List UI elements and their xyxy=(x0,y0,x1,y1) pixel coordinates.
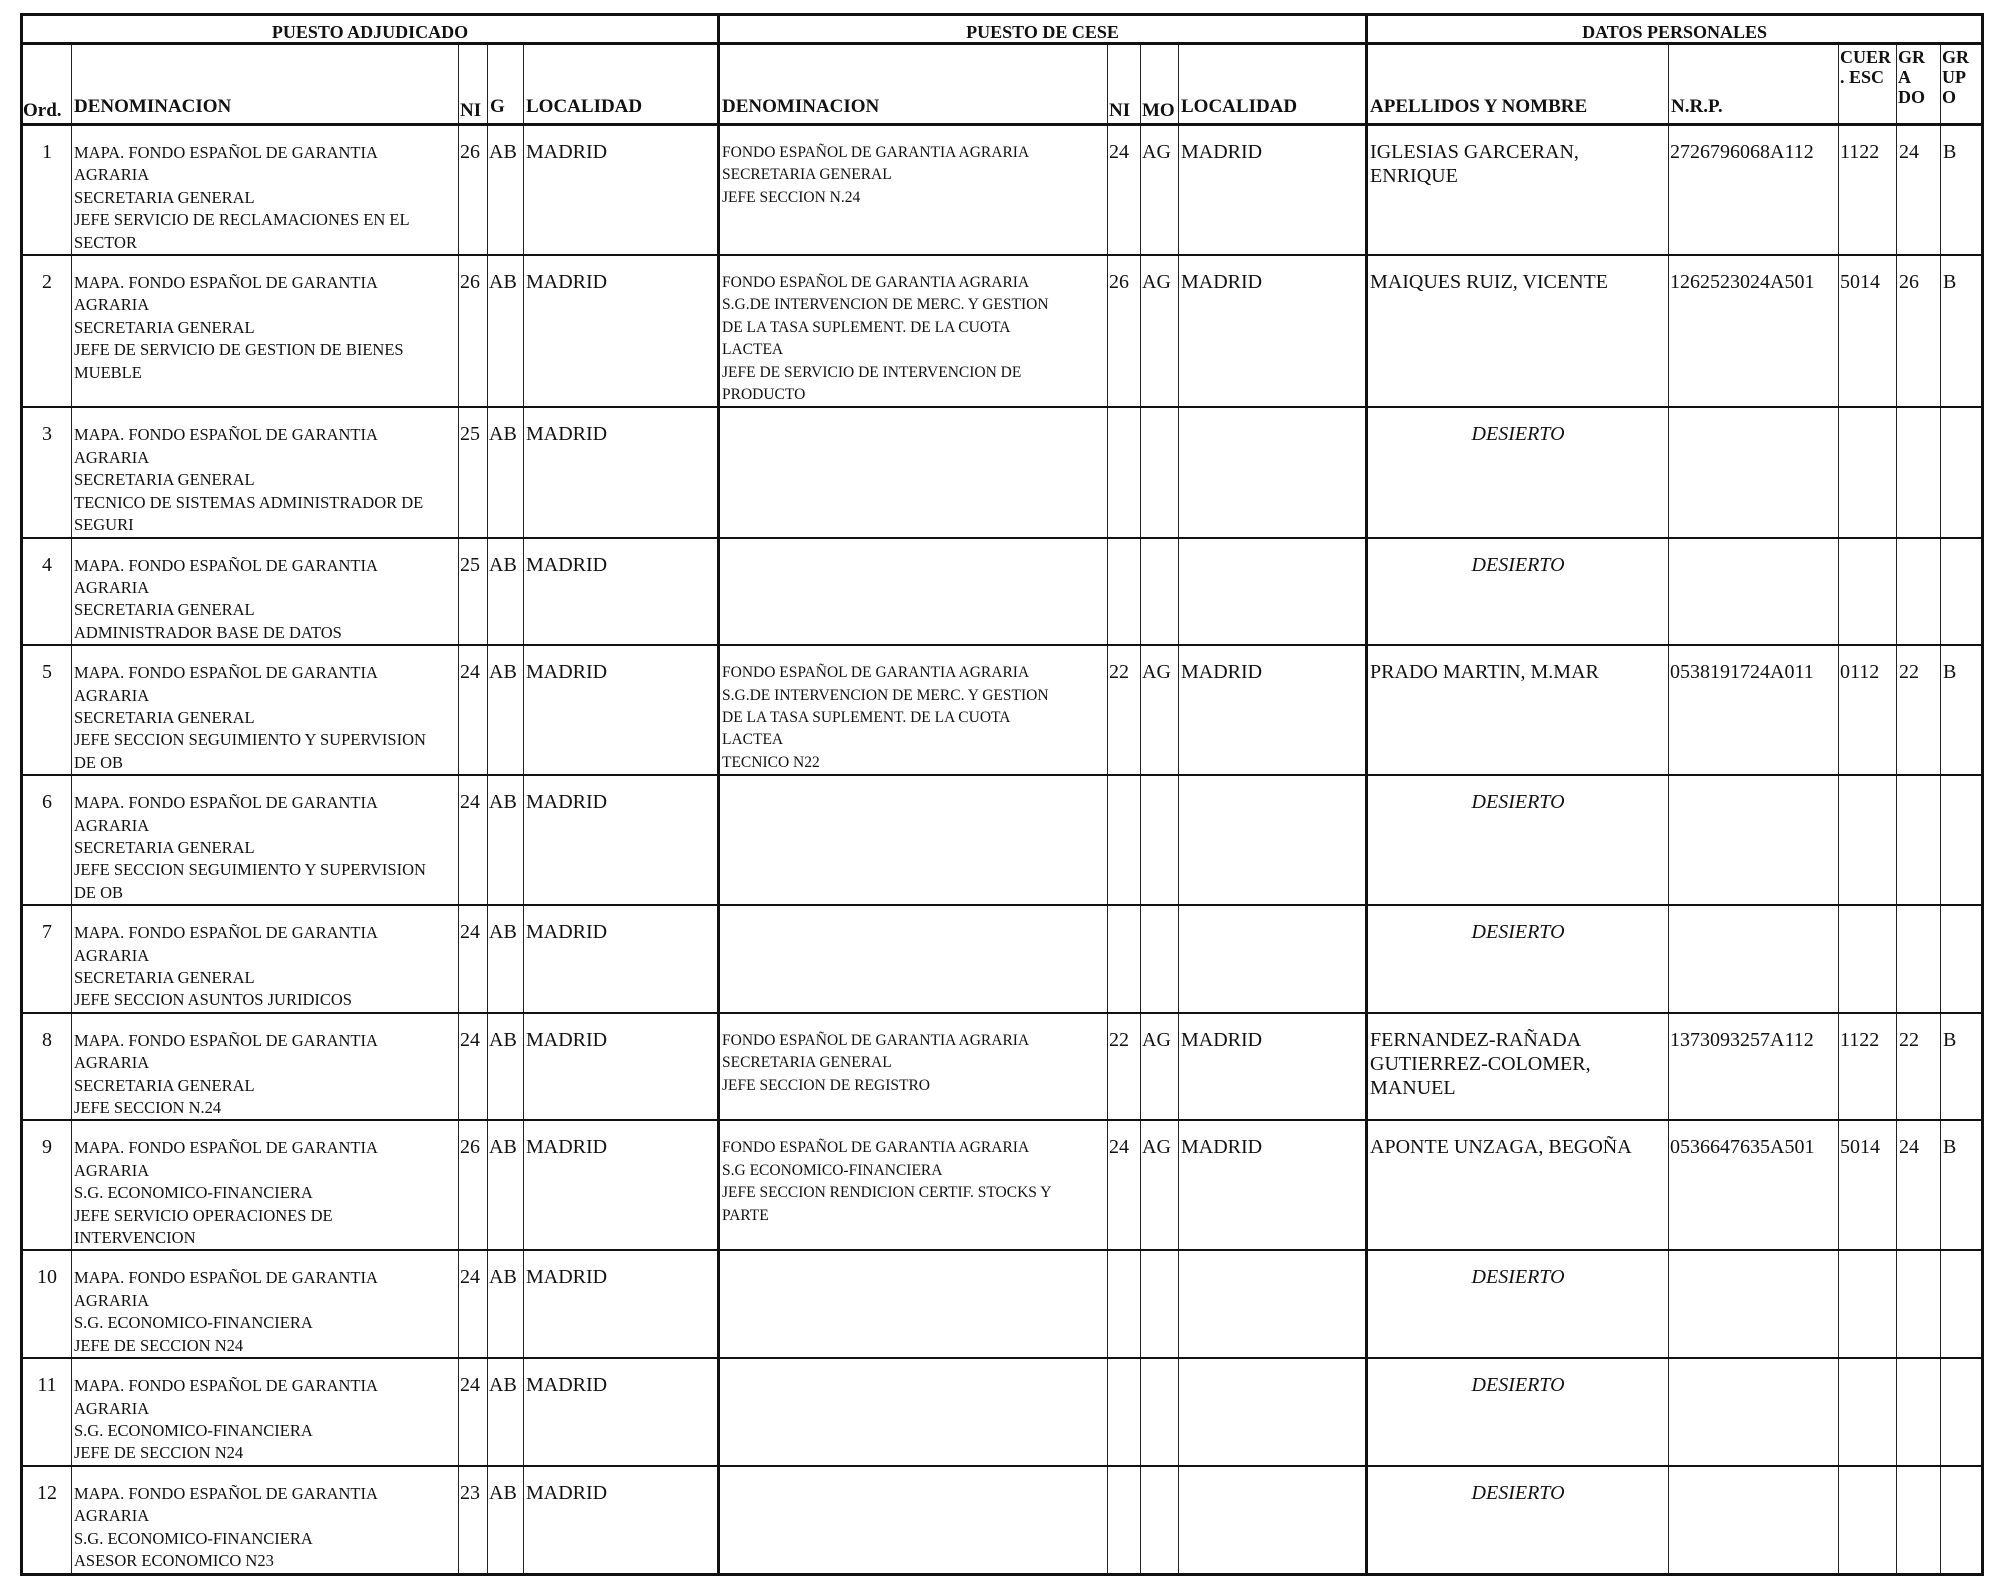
cell-nivel: 23 xyxy=(459,1466,488,1575)
header-denominacion: DENOMINACION xyxy=(72,44,459,125)
cell-denominacion: MAPA. FONDO ESPAÑOL DE GARANTIA AGRARIA SECRETARIA GENERAL JEFE DE SERVICIO DE GESTION DE BIENES MUEBLE xyxy=(72,255,459,407)
cell-denominacion: MAPA. FONDO ESPAÑOL DE GARANTIA AGRARIA S.G. ECONOMICO-FINANCIERA ASESOR ECONOMICO N23 xyxy=(72,1466,459,1575)
cell-apellidos-nombre: MAIQUES RUIZ, VICENTE xyxy=(1367,255,1669,407)
cell-cuerpo-escala xyxy=(1839,407,1897,537)
table-row xyxy=(22,1358,1983,1466)
cell-grado xyxy=(1897,1250,1941,1358)
header-grupo xyxy=(1941,44,1983,125)
header-nrp: N.R.P. xyxy=(1669,44,1839,125)
cell-cuerpo-escala xyxy=(1839,1466,1897,1575)
cell-localidad: MADRID xyxy=(524,1466,719,1575)
cell-localidad-cese xyxy=(1179,407,1367,537)
cell-grupo xyxy=(1941,538,1983,646)
table-row xyxy=(22,1250,1983,1358)
cell-modo: AG xyxy=(1141,1120,1179,1250)
cell-grupo-adscripcion: AB xyxy=(488,905,524,1013)
cell-nrp: 0536647635A501 xyxy=(1669,1120,1839,1250)
cell-denominacion-cese: FONDO ESPAÑOL DE GARANTIA AGRARIA S.G.DE INTERVENCION DE MERC. Y GESTION DE LA TASA SUPLEMENT. DE LA CUOTA LACTEA JEFE DE SERVICIO DE INTERVENCION DE PRODUCTO xyxy=(719,255,1108,407)
cell-grupo xyxy=(1941,775,1983,905)
cell-localidad-cese xyxy=(1179,775,1367,905)
group-puesto-cese: PUESTO DE CESE xyxy=(719,15,1367,44)
cell-grupo-adscripcion: AB xyxy=(488,1466,524,1575)
cell-ord: 3 xyxy=(22,407,72,537)
cell-nivel: 24 xyxy=(459,645,488,775)
cell-cuerpo-escala: 1122 xyxy=(1839,125,1897,256)
table-row xyxy=(22,407,1983,537)
cell-ord: 9 xyxy=(22,1120,72,1250)
cell-nivel: 26 xyxy=(459,1120,488,1250)
cell-apellidos-nombre: PRADO MARTIN, M.MAR xyxy=(1367,645,1669,775)
cell-denominacion-cese: FONDO ESPAÑOL DE GARANTIA AGRARIA S.G.DE INTERVENCION DE MERC. Y GESTION DE LA TASA SUPLEMENT. DE LA CUOTA LACTEA TECNICO N22 xyxy=(719,645,1108,775)
cell-localidad: MADRID xyxy=(524,538,719,646)
cell-denominacion: MAPA. FONDO ESPAÑOL DE GARANTIA AGRARIA S.G. ECONOMICO-FINANCIERA JEFE DE SECCION N24 xyxy=(72,1250,459,1358)
cell-nrp xyxy=(1669,775,1839,905)
cell-cuerpo-escala: 0112 xyxy=(1839,645,1897,775)
cell-grado xyxy=(1897,407,1941,537)
cell-cuerpo-escala: 5014 xyxy=(1839,255,1897,407)
cell-nivel-cese: 24 xyxy=(1108,1120,1141,1250)
cell-nivel-cese xyxy=(1108,775,1141,905)
cell-grado: 22 xyxy=(1897,1013,1941,1121)
cell-ord: 12 xyxy=(22,1466,72,1575)
cell-localidad: MADRID xyxy=(524,905,719,1013)
cell-localidad: MADRID xyxy=(524,1250,719,1358)
cell-denominacion: MAPA. FONDO ESPAÑOL DE GARANTIA AGRARIA SECRETARIA GENERAL JEFE SECCION SEGUIMIENTO Y SUPERVISION DE OB xyxy=(72,775,459,905)
header-ni-cese: NI xyxy=(1108,44,1141,125)
cell-nrp: 1373093257A112 xyxy=(1669,1013,1839,1121)
cell-apellidos-nombre: FERNANDEZ-RAÑADA GUTIERREZ-COLOMER, MANUEL xyxy=(1367,1013,1669,1121)
group-puesto-adjudicado: PUESTO ADJUDICADO xyxy=(22,15,719,44)
table-row xyxy=(22,1120,1983,1250)
cell-denominacion: MAPA. FONDO ESPAÑOL DE GARANTIA AGRARIA SECRETARIA GENERAL JEFE SECCION N.24 xyxy=(72,1013,459,1121)
cell-localidad-cese: MADRID xyxy=(1179,1013,1367,1121)
header-grado-text: GR A DO xyxy=(1898,47,1926,107)
cell-nivel-cese xyxy=(1108,1358,1141,1466)
cell-grado xyxy=(1897,775,1941,905)
cell-modo xyxy=(1141,905,1179,1013)
cell-nivel-cese xyxy=(1108,538,1141,646)
cell-grupo-adscripcion: AB xyxy=(488,1013,524,1121)
cell-grupo: B xyxy=(1941,1013,1983,1121)
table-body xyxy=(22,125,1983,1575)
cell-denominacion-cese: FONDO ESPAÑOL DE GARANTIA AGRARIA S.G ECONOMICO-FINANCIERA JEFE SECCION RENDICION CERTIF. STOCKS Y PARTE xyxy=(719,1120,1108,1250)
cell-modo xyxy=(1141,1250,1179,1358)
cell-nrp: 2726796068A112 xyxy=(1669,125,1839,256)
table-row xyxy=(22,775,1983,905)
cell-grupo xyxy=(1941,905,1983,1013)
cell-grupo-adscripcion: AB xyxy=(488,538,524,646)
header-mo: MO xyxy=(1141,44,1179,125)
cell-modo: AG xyxy=(1141,645,1179,775)
cell-denominacion-cese xyxy=(719,775,1108,905)
cell-nivel: 26 xyxy=(459,255,488,407)
cell-grupo: B xyxy=(1941,645,1983,775)
cell-grupo: B xyxy=(1941,1120,1983,1250)
cell-cuerpo-escala: 1122 xyxy=(1839,1013,1897,1121)
adjudication-table xyxy=(20,13,1984,1576)
header-denominacion-cese: DENOMINACION xyxy=(719,44,1108,125)
cell-localidad-cese xyxy=(1179,1466,1367,1575)
cell-ord: 6 xyxy=(22,775,72,905)
cell-denominacion-cese xyxy=(719,1250,1108,1358)
table-row xyxy=(22,538,1983,646)
cell-localidad-cese xyxy=(1179,905,1367,1013)
cell-cuerpo-escala xyxy=(1839,775,1897,905)
header-grupo-text: GR UP O xyxy=(1942,47,1970,107)
cell-grupo-adscripcion: AB xyxy=(488,1358,524,1466)
cell-nivel: 25 xyxy=(459,538,488,646)
header-grado xyxy=(1897,44,1941,125)
cell-cuerpo-escala xyxy=(1839,538,1897,646)
cell-denominacion-cese xyxy=(719,538,1108,646)
cell-localidad-cese: MADRID xyxy=(1179,645,1367,775)
cell-ord: 4 xyxy=(22,538,72,646)
cell-grupo-adscripcion: AB xyxy=(488,255,524,407)
cell-ord: 10 xyxy=(22,1250,72,1358)
table-row xyxy=(22,125,1983,256)
cell-nivel: 24 xyxy=(459,1013,488,1121)
cell-nivel-cese: 24 xyxy=(1108,125,1141,256)
cell-nivel: 24 xyxy=(459,1250,488,1358)
cell-localidad-cese xyxy=(1179,1250,1367,1358)
cell-nrp: 0538191724A011 xyxy=(1669,645,1839,775)
cell-grupo-adscripcion: AB xyxy=(488,1120,524,1250)
cell-apellidos-nombre: DESIERTO xyxy=(1367,407,1669,537)
cell-ord: 1 xyxy=(22,125,72,256)
table-row xyxy=(22,1466,1983,1575)
cell-apellidos-nombre: DESIERTO xyxy=(1367,1250,1669,1358)
cell-ord: 2 xyxy=(22,255,72,407)
cell-denominacion: MAPA. FONDO ESPAÑOL DE GARANTIA AGRARIA SECRETARIA GENERAL JEFE SECCION SEGUIMIENTO Y SUPERVISION DE OB xyxy=(72,645,459,775)
cell-localidad-cese: MADRID xyxy=(1179,125,1367,256)
cell-grado xyxy=(1897,905,1941,1013)
cell-apellidos-nombre: DESIERTO xyxy=(1367,1358,1669,1466)
cell-denominacion: MAPA. FONDO ESPAÑOL DE GARANTIA AGRARIA S.G. ECONOMICO-FINANCIERA JEFE DE SECCION N24 xyxy=(72,1358,459,1466)
cell-grupo: B xyxy=(1941,255,1983,407)
cell-grupo xyxy=(1941,1466,1983,1575)
header-apellidos-nombre: APELLIDOS Y NOMBRE xyxy=(1367,44,1669,125)
cell-apellidos-nombre: DESIERTO xyxy=(1367,1466,1669,1575)
cell-ord: 7 xyxy=(22,905,72,1013)
cell-nivel-cese: 22 xyxy=(1108,1013,1141,1121)
group-datos-personales: DATOS PERSONALES xyxy=(1367,15,1983,44)
cell-localidad-cese xyxy=(1179,1358,1367,1466)
cell-grupo-adscripcion: AB xyxy=(488,775,524,905)
cell-modo: AG xyxy=(1141,255,1179,407)
cell-denominacion-cese: FONDO ESPAÑOL DE GARANTIA AGRARIA SECRETARIA GENERAL JEFE SECCION N.24 xyxy=(719,125,1108,256)
header-ord: Ord. xyxy=(22,44,72,125)
cell-cuerpo-escala xyxy=(1839,1358,1897,1466)
cell-grado: 24 xyxy=(1897,1120,1941,1250)
table-row xyxy=(22,1013,1983,1121)
table-row xyxy=(22,255,1983,407)
cell-ord: 5 xyxy=(22,645,72,775)
header-g: G xyxy=(488,44,524,125)
cell-cuerpo-escala xyxy=(1839,905,1897,1013)
cell-cuerpo-escala xyxy=(1839,1250,1897,1358)
cell-apellidos-nombre: DESIERTO xyxy=(1367,538,1669,646)
cell-nrp xyxy=(1669,905,1839,1013)
cell-nrp xyxy=(1669,1466,1839,1575)
header-cuerpo-escala-text: CUER . ESC xyxy=(1840,47,1892,87)
header-localidad: LOCALIDAD xyxy=(524,44,719,125)
cell-grado: 24 xyxy=(1897,125,1941,256)
header-cuerpo-escala xyxy=(1839,44,1897,125)
cell-localidad: MADRID xyxy=(524,645,719,775)
cell-denominacion-cese xyxy=(719,905,1108,1013)
cell-grupo-adscripcion: AB xyxy=(488,125,524,256)
cell-denominacion: MAPA. FONDO ESPAÑOL DE GARANTIA AGRARIA SECRETARIA GENERAL ADMINISTRADOR BASE DE DATOS xyxy=(72,538,459,646)
cell-localidad-cese: MADRID xyxy=(1179,1120,1367,1250)
cell-nivel: 25 xyxy=(459,407,488,537)
cell-apellidos-nombre: DESIERTO xyxy=(1367,905,1669,1013)
cell-nivel: 24 xyxy=(459,1358,488,1466)
cell-modo xyxy=(1141,1358,1179,1466)
cell-ord: 11 xyxy=(22,1358,72,1466)
cell-nrp xyxy=(1669,1358,1839,1466)
cell-localidad: MADRID xyxy=(524,255,719,407)
cell-cuerpo-escala: 5014 xyxy=(1839,1120,1897,1250)
cell-grupo-adscripcion: AB xyxy=(488,645,524,775)
cell-denominacion: MAPA. FONDO ESPAÑOL DE GARANTIA AGRARIA SECRETARIA GENERAL TECNICO DE SISTEMAS ADMINISTRADOR DE SEGURI xyxy=(72,407,459,537)
cell-modo xyxy=(1141,407,1179,537)
cell-localidad: MADRID xyxy=(524,125,719,256)
cell-nivel-cese xyxy=(1108,1466,1141,1575)
cell-denominacion: MAPA. FONDO ESPAÑOL DE GARANTIA AGRARIA SECRETARIA GENERAL JEFE SECCION ASUNTOS JURIDICOS xyxy=(72,905,459,1013)
cell-denominacion-cese xyxy=(719,1358,1108,1466)
cell-localidad: MADRID xyxy=(524,1358,719,1466)
cell-grado xyxy=(1897,1466,1941,1575)
cell-modo xyxy=(1141,775,1179,905)
cell-denominacion-cese xyxy=(719,407,1108,537)
cell-modo xyxy=(1141,1466,1179,1575)
cell-modo: AG xyxy=(1141,1013,1179,1121)
cell-nrp xyxy=(1669,538,1839,646)
cell-grado: 22 xyxy=(1897,645,1941,775)
cell-apellidos-nombre: APONTE UNZAGA, BEGOÑA xyxy=(1367,1120,1669,1250)
cell-modo xyxy=(1141,538,1179,646)
cell-nrp: 1262523024A501 xyxy=(1669,255,1839,407)
cell-grupo xyxy=(1941,407,1983,537)
cell-apellidos-nombre: DESIERTO xyxy=(1367,775,1669,905)
cell-denominacion-cese xyxy=(719,1466,1108,1575)
cell-grupo-adscripcion: AB xyxy=(488,407,524,537)
cell-nrp xyxy=(1669,1250,1839,1358)
cell-grupo xyxy=(1941,1250,1983,1358)
cell-grado xyxy=(1897,1358,1941,1466)
cell-nivel: 24 xyxy=(459,905,488,1013)
cell-nivel: 24 xyxy=(459,775,488,905)
cell-denominacion-cese: FONDO ESPAÑOL DE GARANTIA AGRARIA SECRETARIA GENERAL JEFE SECCION DE REGISTRO xyxy=(719,1013,1108,1121)
cell-localidad: MADRID xyxy=(524,1013,719,1121)
table-row xyxy=(22,905,1983,1013)
cell-denominacion: MAPA. FONDO ESPAÑOL DE GARANTIA AGRARIA S.G. ECONOMICO-FINANCIERA JEFE SERVICIO OPERACIONES DE INTERVENCION xyxy=(72,1120,459,1250)
header-localidad-cese: LOCALIDAD xyxy=(1179,44,1367,125)
cell-grado: 26 xyxy=(1897,255,1941,407)
cell-localidad: MADRID xyxy=(524,407,719,537)
cell-denominacion: MAPA. FONDO ESPAÑOL DE GARANTIA AGRARIA SECRETARIA GENERAL JEFE SERVICIO DE RECLAMACIONES EN EL SECTOR xyxy=(72,125,459,256)
cell-nivel-cese xyxy=(1108,905,1141,1013)
cell-ord: 8 xyxy=(22,1013,72,1121)
cell-nivel-cese: 22 xyxy=(1108,645,1141,775)
cell-localidad-cese xyxy=(1179,538,1367,646)
cell-nrp xyxy=(1669,407,1839,537)
cell-nivel: 26 xyxy=(459,125,488,256)
cell-grupo: B xyxy=(1941,125,1983,256)
cell-grupo-adscripcion: AB xyxy=(488,1250,524,1358)
table-row xyxy=(22,645,1983,775)
cell-apellidos-nombre: IGLESIAS GARCERAN, ENRIQUE xyxy=(1367,125,1669,256)
cell-localidad-cese: MADRID xyxy=(1179,255,1367,407)
cell-modo: AG xyxy=(1141,125,1179,256)
cell-nivel-cese: 26 xyxy=(1108,255,1141,407)
cell-grupo xyxy=(1941,1358,1983,1466)
header-ni: NI xyxy=(459,44,488,125)
cell-grado xyxy=(1897,538,1941,646)
cell-nivel-cese xyxy=(1108,1250,1141,1358)
cell-nivel-cese xyxy=(1108,407,1141,537)
cell-localidad: MADRID xyxy=(524,1120,719,1250)
cell-localidad: MADRID xyxy=(524,775,719,905)
